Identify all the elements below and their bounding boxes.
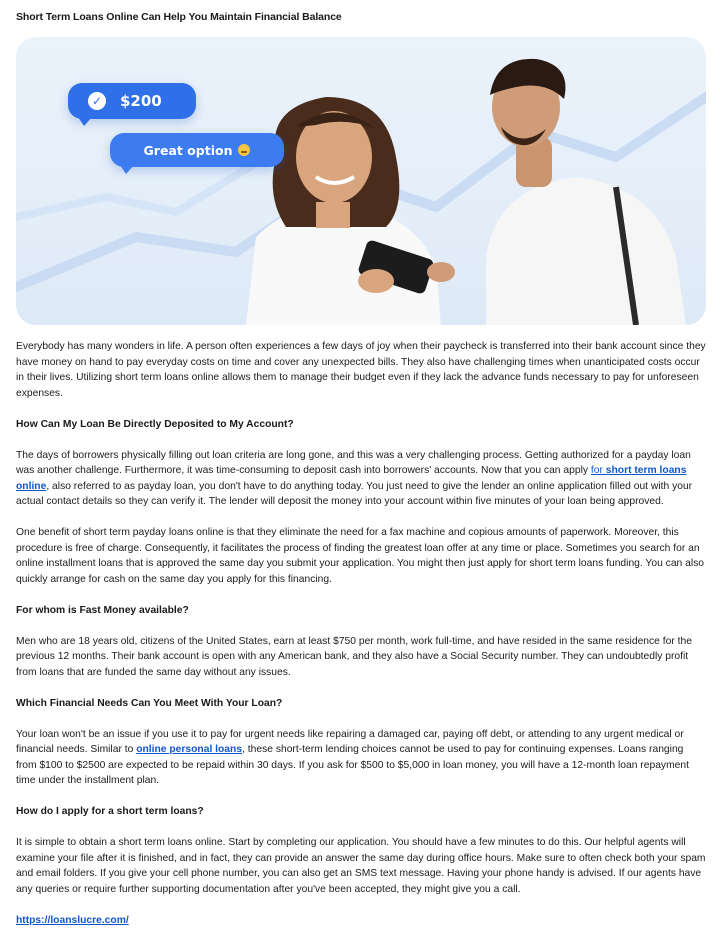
great-option-bubble-tail — [120, 165, 134, 174]
apply-paragraph: It is simple to obtain a short term loans online. Start by completing our application. You should have a few minutes to do this. Our helpful agents will examine your file after it is finished, and in fact, they can provide an answer the same day during office hours. Make sure to often check both your spam and email folders. If you give your cell phone number, you can also get an SMS text message. Having your phone handy is advised. If our agents have any queries or require further supporting documentation after you've been accepted, they might give you a call. — [16, 837, 706, 895]
article-body — [16, 339, 706, 944]
short-term-loans-link-prefix[interactable]: for — [590, 465, 606, 476]
hero-image — [16, 37, 706, 325]
section-heading-who: For whom is Fast Money available? — [16, 604, 189, 616]
needs-text-before: Your loan won't be an issue if you use it to pay for urgent needs like repairing a damaged car, paying off debt, or attending to any urgent medical or financial needs. Similar to — [16, 728, 684, 755]
short-term-loans-link[interactable]: short term loans online — [16, 465, 687, 492]
grinning-face-icon — [238, 144, 250, 156]
check-icon: ✓ — [88, 92, 106, 110]
section-heading-apply: How do I apply for a short term loans? — [16, 806, 204, 817]
online-personal-loans-link[interactable]: online personal loans — [136, 744, 243, 755]
intro-paragraph: Everybody has many wonders in life. A person often experiences a few days of joy when their paycheck is transferred into their bank account since they have money on hand to pay everyday costs on time and cover any unexpected bills. They also have challenging times when unanticipated costs occur in their lives. Utilizing short term loans online allows them to manage their budget even if they lack the advance funds necessary to pay for unforeseen expenses. — [16, 341, 706, 399]
great-option-bubble — [110, 133, 284, 167]
section-heading-needs: Which Financial Needs Can You Meet With Your Loan? — [16, 697, 283, 709]
great-option-text: Great option — [143, 142, 233, 158]
man-figure — [486, 59, 686, 325]
amount-text: $200 — [120, 92, 162, 110]
hero-illustration — [16, 37, 706, 325]
website-link[interactable]: https://loanslucre.com/ — [16, 914, 129, 926]
footer-paragraph — [16, 913, 706, 929]
needs-text-after: , these short-term lending choices cannot be used to pay for continuing expenses. Loans ranging from $100 to $2500 are expected to be repaid within 30 days. If you ask for $500 to $5,000 in loan money, you will have a 12-month loan repayment time under the installment plan. — [16, 744, 689, 786]
deposit-text-after: , also referred to as payday loan, you don't have to do anything today. You just need to give the lender an online application filled out with your actual contact details so they can verify it. The lender will deposit the money into your account within five minutes of your loan being approved. — [16, 480, 693, 507]
who-paragraph: Men who are 18 years old, citizens of the United States, earn at least $750 per month, work full-time, and have resided in the same residence for the previous 12 months. Their bank account is open with any American bank, and they also have a Social Security number. They can undoubtedly profit from loans that are funded the same day without any issues. — [16, 635, 692, 678]
deposit-paragraph-2: One benefit of short term payday loans online is that they eliminate the need for a fax machine and copious amounts of paperwork. Moreover, this procedure is free of charge. Consequently, it facilitates the process of finding the greatest loan offer at any time or place. Sometimes you search for an online installment loans that is approved the same day you submit your application. You might then just apply for short term loans funding. You can also quickly arrange for cash on the same day you apply for this financing. — [16, 527, 705, 585]
page-title: Short Term Loans Online Can Help You Maintain Financial Balance — [16, 11, 342, 23]
deposit-paragraph-1 — [16, 448, 706, 510]
amount-bubble — [68, 83, 196, 119]
deposit-text-before: The days of borrowers physically filling out loan criteria are long gone, and this was a very challenging process. Getting authorized for a payday loan was another challenge. Furthermore, it was time-consuming to deposit cash into borrowers' accounts. Now that you can apply — [16, 449, 691, 476]
needs-paragraph — [16, 727, 706, 789]
amount-bubble-tail — [78, 117, 92, 126]
section-heading-deposit: How Can My Loan Be Directly Deposited to My Account? — [16, 418, 294, 430]
